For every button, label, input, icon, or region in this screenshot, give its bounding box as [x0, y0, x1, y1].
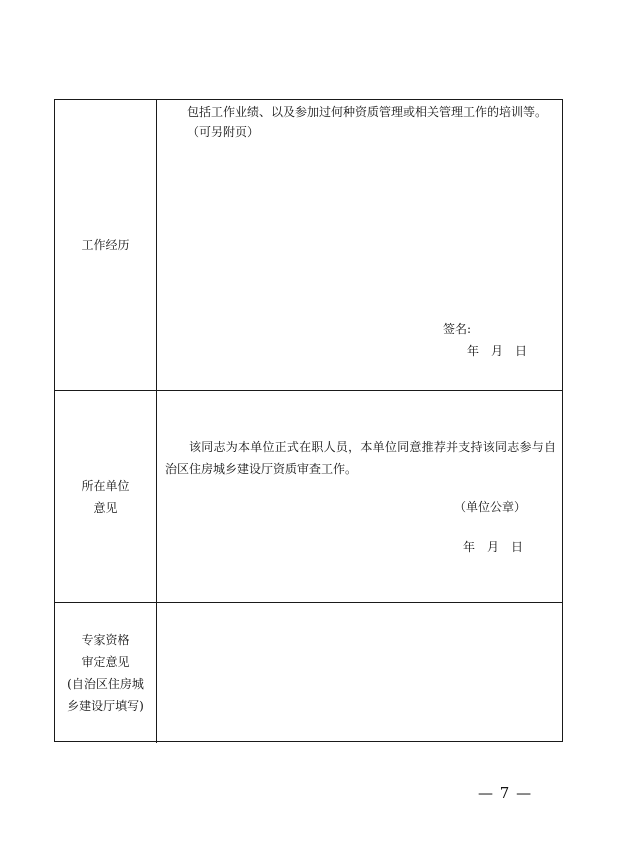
work-history-instruction-line2: （可另附页）: [187, 125, 260, 139]
expert-review-label-line3: (自治区住房城: [67, 677, 144, 691]
unit-opinion-statement: 该同志为本单位正式在职人员，本单位同意推荐并支持该同志参与自治区住房城乡建设厅资质审查工作。: [165, 440, 556, 476]
qualification-form-table: [54, 99, 563, 742]
expert-review-content[interactable]: [157, 603, 562, 743]
unit-opinion-date-label: 年 月 日: [463, 540, 524, 554]
expert-review-label-line2: 审定意见: [81, 655, 130, 669]
expert-review-label-line4: 乡建设厅填写): [67, 699, 144, 713]
work-history-instruction-line1: 包括工作业绩、以及参加过何种资质管理或相关管理工作的培训等。: [187, 105, 548, 119]
work-history-label-text: 工作经历: [81, 238, 130, 252]
unit-opinion-seal-label: （单位公章）: [454, 500, 527, 514]
work-history-date-label: 年 月 日: [467, 344, 528, 358]
work-history-row: [55, 100, 562, 391]
unit-opinion-label: [55, 391, 157, 602]
unit-opinion-content[interactable]: [157, 391, 562, 602]
expert-review-label-line1: 专家资格: [81, 633, 130, 647]
work-history-signature-label: 签名:: [443, 322, 472, 336]
work-history-label: [55, 100, 157, 390]
expert-review-row: [55, 603, 562, 743]
work-history-content[interactable]: [157, 100, 562, 390]
page-number: — 7 —: [478, 784, 533, 802]
unit-opinion-label-line2: 意见: [93, 500, 118, 515]
unit-opinion-label-line1: 所在单位: [81, 478, 130, 493]
unit-opinion-row: [55, 391, 562, 603]
expert-review-label: [55, 603, 157, 743]
